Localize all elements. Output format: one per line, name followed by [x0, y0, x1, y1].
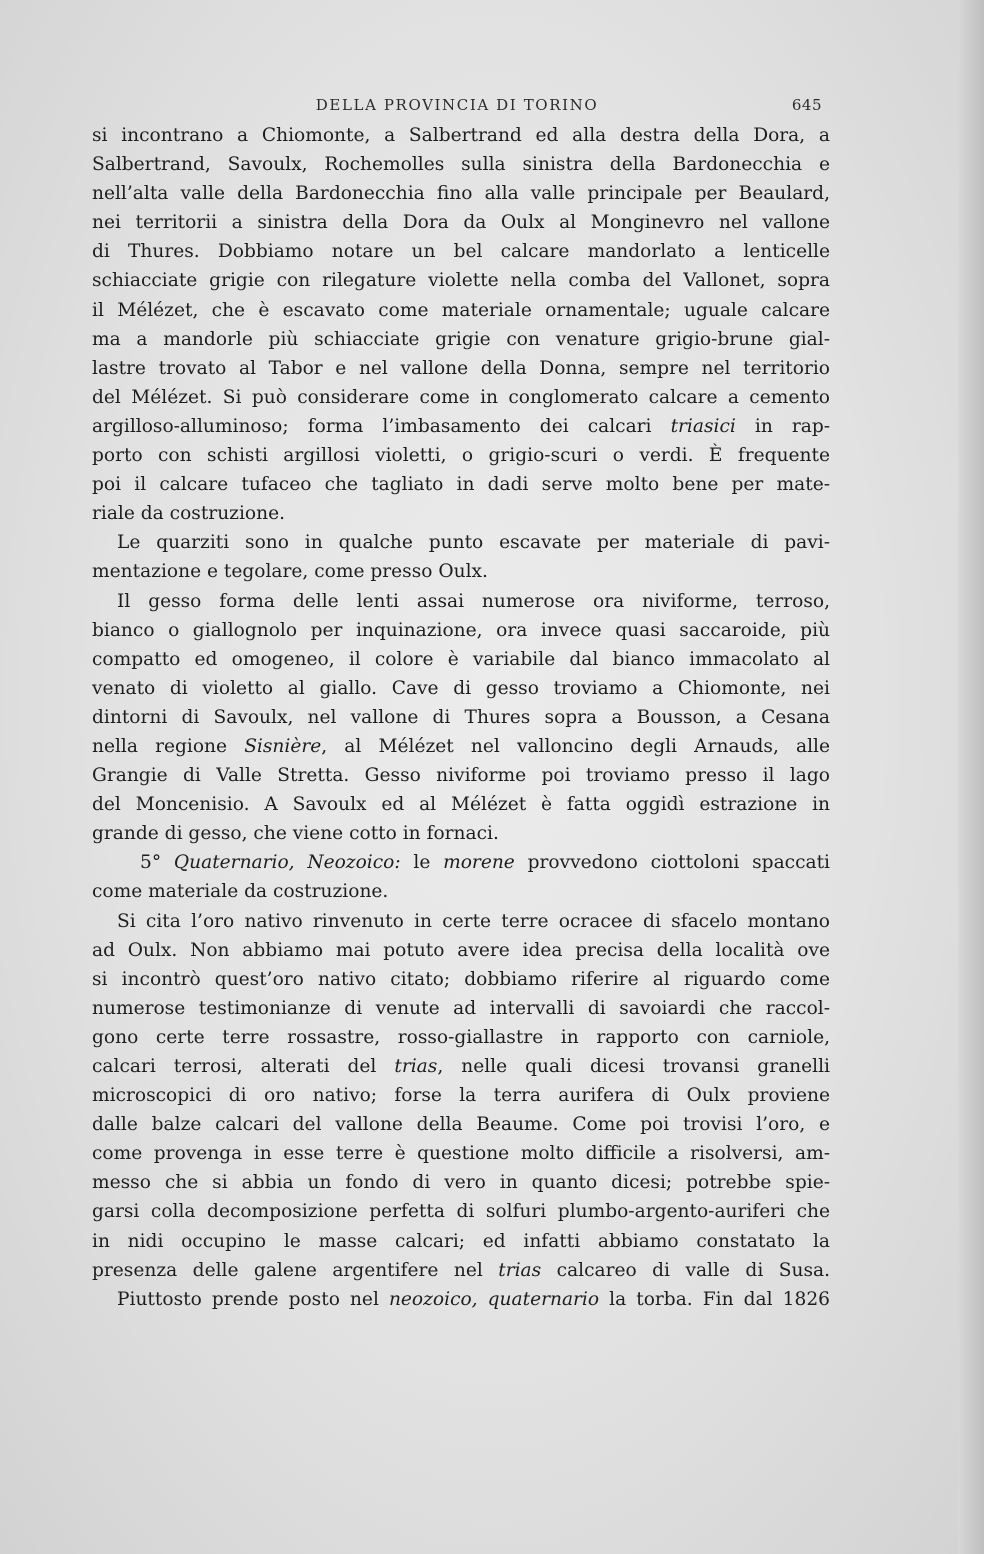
text-run: provvedono ciottoloni spaccati: [514, 852, 830, 874]
text-run: ma a mandorle più schiacciate grigie con venature grigio-brune gial-: [92, 328, 830, 350]
text-line: [92, 936, 830, 965]
text-run: Grangie di Valle Stretta. Gesso niviforme poi troviamo presso il lago: [92, 765, 830, 787]
text-line: [92, 1227, 830, 1256]
text-line: [92, 732, 830, 761]
text-run: porto con schisti argillosi violetti, o grigio-scuri o verdi. È frequente: [92, 445, 830, 467]
text-line: [92, 499, 830, 528]
text-line: [92, 1256, 830, 1285]
page-edge-shadow: [958, 0, 984, 1554]
text-run: Salbertrand, Savoulx, Rochemolles sulla sinistra della Bardonecchia e: [92, 154, 830, 176]
text-run: microscopici di oro nativo; forse la terra aurifera di Oulx proviene: [92, 1085, 830, 1107]
body-text: [92, 121, 830, 1314]
text-line: [92, 1139, 830, 1168]
text-line: [92, 179, 830, 208]
text-run: argilloso-alluminoso; forma l’imbasamento dei calcari: [92, 415, 671, 437]
text-line: [92, 1081, 830, 1110]
text-run: poi il calcare tufaceo che tagliato in dadi serve molto bene per mate-: [92, 474, 830, 496]
running-title: DELLA PROVINCIA DI TORINO: [315, 96, 599, 114]
text-line: [92, 848, 830, 877]
text-line: [92, 121, 830, 150]
text-run: come provenga in esse terre è questione molto difficile a risolversi, am-: [92, 1143, 830, 1165]
text-line: [92, 1023, 830, 1052]
text-run: 5°: [140, 852, 174, 874]
text-run: schiacciate grigie con rilegature violette nella comba del Vallonet, sopra: [92, 270, 830, 292]
text-line: [92, 965, 830, 994]
text-run: si incontrò quest’oro nativo citato; dobbiamo riferire al riguardo come: [92, 968, 830, 990]
italic-text: trias: [498, 1259, 542, 1281]
text-line: [92, 907, 830, 936]
text-run: garsi colla decomposizione perfetta di solfuri plumbo-argento-auriferi che: [92, 1201, 830, 1223]
text-line: [92, 528, 830, 557]
text-line: [92, 237, 830, 266]
text-run: gono certe terre rossastre, rosso-giallastre in rapporto con carniole,: [92, 1026, 830, 1048]
text-run: in nidi occupino le masse calcari; ed infatti abbiamo constatato la: [92, 1230, 830, 1252]
text-run: riale da costruzione.: [92, 503, 285, 525]
text-line: [92, 1110, 830, 1139]
text-run: la torba. Fin dal 1826: [599, 1288, 830, 1310]
italic-text: neozoico, quaternario: [388, 1288, 600, 1310]
text-run: dintorni di Savoulx, nel vallone di Thures sopra a Bousson, a Cesana: [92, 706, 830, 728]
text-line: [92, 354, 830, 383]
text-run: ad Oulx. Non abbiamo mai potuto avere idea precisa della località ove: [92, 939, 830, 961]
text-run: le: [400, 852, 444, 874]
text-run: Il gesso forma delle lenti assai numerose ora niviforme, terroso,: [117, 590, 830, 612]
text-line: [92, 1197, 830, 1226]
text-line: [92, 441, 830, 470]
text-run: del Mélézet. Si può considerare come in conglomerato calcare a cemento: [92, 386, 830, 408]
text-line: [92, 1285, 830, 1314]
italic-text: Quaternario, Neozoico:: [173, 852, 401, 874]
italic-text: Sisnière: [244, 735, 322, 757]
text-run: lastre trovato al Tabor e nel vallone della Donna, sempre nel territorio: [92, 357, 830, 379]
text-run: Le quarziti sono in qualche punto escavate per materiale di pavi-: [117, 532, 830, 554]
text-line: [92, 325, 830, 354]
italic-text: trias: [394, 1056, 438, 1077]
text-run: calcareo di valle di Susa.: [541, 1259, 830, 1281]
text-run: nei territorii a sinistra della Dora da Oulx al Monginevro nel vallone: [92, 212, 830, 234]
text-line: [92, 994, 830, 1023]
text-line: [92, 150, 830, 179]
text-line: [92, 674, 830, 703]
text-run: , al Mélézet nel valloncino degli Arnauds, alle: [321, 735, 830, 757]
text-line: [92, 383, 830, 412]
text-run: mentazione e tegolare, come presso Oulx.: [92, 561, 488, 583]
text-run: come materiale da costruzione.: [92, 881, 389, 903]
text-run: il Mélézet, che è escavato come materiale ornamentale; uguale calcare: [92, 299, 830, 321]
text-line: [92, 616, 830, 645]
text-run: numerose testimonianze di venute ad intervalli di savoiardi che raccol-: [92, 997, 830, 1019]
text-line: [92, 1052, 830, 1081]
text-line: [92, 412, 830, 441]
page-number: 645: [791, 96, 822, 114]
text-run: bianco o giallognolo per inquinazione, ora invece quasi saccaroide, più: [92, 619, 830, 641]
text-line: [92, 1168, 830, 1197]
running-header: [92, 96, 822, 118]
italic-text: morene: [443, 852, 515, 874]
text-line: [92, 790, 830, 819]
text-run: calcari terrosi, alterati del: [92, 1056, 395, 1077]
text-run: di Thures. Dobbiamo notare un bel calcare mandorlato a lenticelle: [92, 241, 830, 263]
text-run: dalle balze calcari del vallone della Beaume. Come poi trovisi l’oro, e: [92, 1114, 830, 1136]
text-line: [92, 703, 830, 732]
text-line: [92, 266, 830, 295]
text-run: Piuttosto prende posto nel: [117, 1288, 389, 1310]
text-run: del Moncenisio. A Savoulx ed al Mélézet è fatta oggidì estrazione in: [92, 794, 830, 816]
italic-text: triasici: [670, 415, 736, 437]
text-line: [92, 587, 830, 616]
text-line: [92, 645, 830, 674]
text-run: messo che si abbia un fondo di vero in quanto dicesi; potrebbe spie-: [92, 1172, 830, 1194]
text-run: , nelle quali dicesi trovansi granelli: [437, 1056, 830, 1077]
text-run: in rap-: [735, 415, 831, 437]
text-run: si incontrano a Chiomonte, a Salbertrand ed alla destra della Dora, a: [92, 125, 830, 146]
text-line: [92, 761, 830, 790]
text-run: nell’alta valle della Bardonecchia fino alla valle principale per Beaulard,: [92, 183, 830, 205]
text-line: [92, 557, 830, 586]
text-line: [92, 296, 830, 325]
text-line: [92, 470, 830, 499]
text-run: compatto ed omogeneo, il colore è variabile dal bianco immacolato al: [92, 648, 830, 670]
text-run: grande di gesso, che viene cotto in fornaci.: [92, 823, 499, 845]
text-run: nella regione: [92, 735, 245, 757]
text-run: Si cita l’oro nativo rinvenuto in certe terre ocracee di sfacelo montano: [117, 910, 830, 932]
text-run: presenza delle galene argentifere nel: [92, 1259, 499, 1281]
text-line: [92, 877, 830, 906]
text-run: venato di violetto al giallo. Cave di gesso troviamo a Chiomonte, nei: [92, 677, 830, 699]
text-line: [92, 208, 830, 237]
text-line: [92, 819, 830, 848]
